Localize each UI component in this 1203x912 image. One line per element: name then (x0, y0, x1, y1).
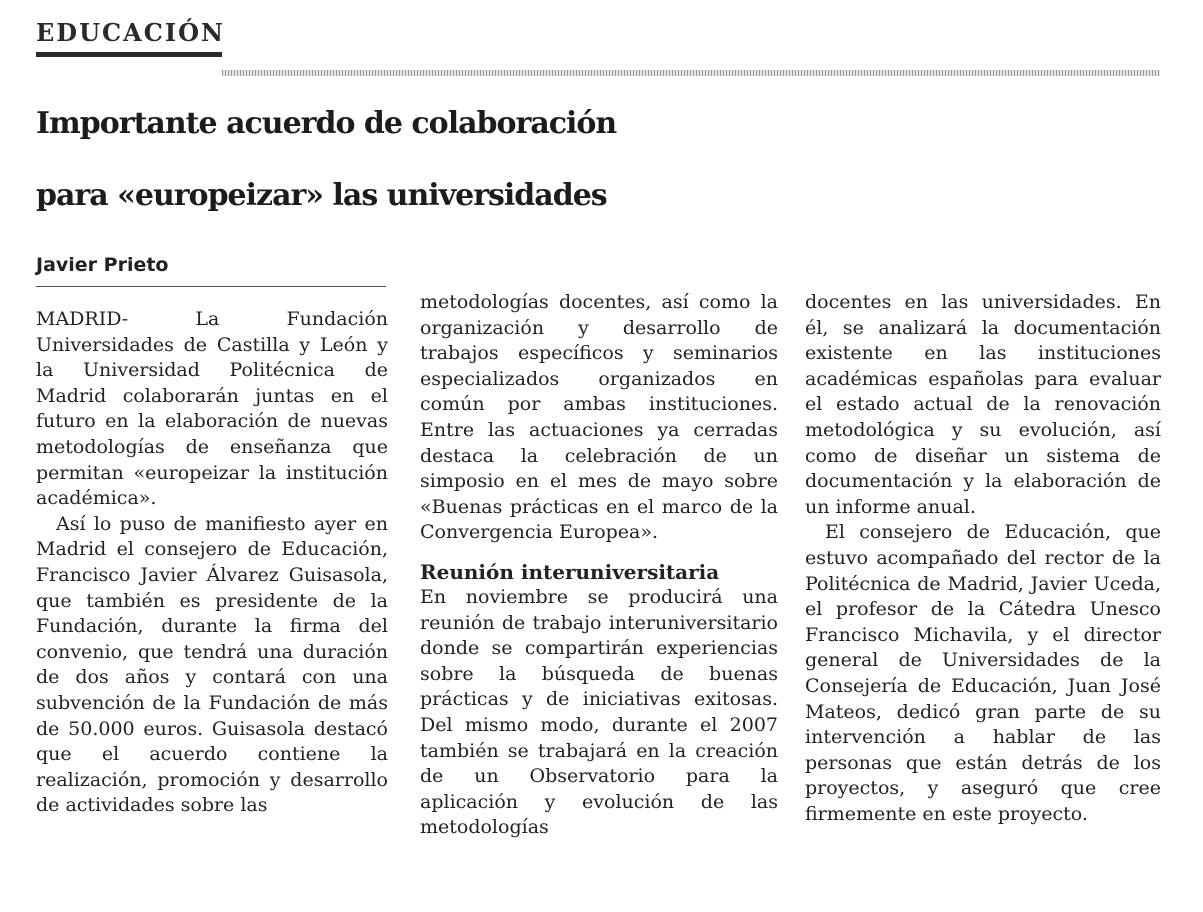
section-underline (36, 52, 222, 57)
byline: Javier Prieto (36, 254, 169, 276)
paragraph-reunion: En noviembre se producirá una reunión de trabajo interuniversitario donde se compartirán experiencias sobre la búsqueda de buenas prácticas y de iniciativas exitosas. Del mismo modo, durante el 2007 también se trabajará en la creación de un Observatorio para la aplicación y evolución de las metodologías (420, 585, 778, 839)
paragraph-intro: MADRID- La Fundación Universidades de Castilla y León y la Universidad Politécnica de Madrid colaborarán juntas en el futuro en la elaboración de nuevas metodologías de enseñanza que permitan «europeizar la institución académica». (36, 308, 388, 510)
paragraph-closing: El consejero de Educación, que estuvo acompañado del rector de la Politécnica de Madrid, Javier Uceda, el profesor de la Cátedra Unesco Francisco Michavila, y el director general de Universidades de la Consejería de Educación, Juan José Mateos, dedicó gran parte de su intervención a hablar de las personas que están detrás de los proyectos, y aseguró que cree firmemente en este proyecto. (805, 521, 1161, 825)
subheading: Reunión interuniversitaria (420, 559, 720, 584)
article-column-2 (420, 290, 778, 841)
article-column-3 (805, 290, 1161, 827)
paragraph-metodologias: metodologías docentes, así como la organización y desarrollo de trabajos específicos y seminarios especializados organizados en común por ambas instituciones. Entre las actuaciones ya cerradas destaca la celebración de un simposio en el mes de mayo sobre «Buenas prácticas en el marco de la Convergencia Europea». (420, 291, 778, 544)
section-rule (222, 70, 1160, 76)
headline-line-1: Importante acuerdo de colaboración (36, 106, 617, 141)
article-column-1 (36, 307, 388, 819)
byline-rule (36, 286, 386, 287)
headline-line-2: para «europeizar» las universidades (36, 178, 607, 213)
paragraph-consejero: Así lo puso de manifiesto ayer en Madrid el consejero de Educación, Francisco Javier Álvarez Guisasola, que también es presidente de la Fundación, durante la firma del convenio, que tendrá una duración de dos años y contará con una subvención de la Fundación de más de 50.000 euros. Guisasola destacó que el acuerdo contiene la realización, promoción y desarrollo de actividades sobre las (36, 512, 388, 817)
headline (36, 88, 1176, 232)
section-label: EDUCACIÓN (36, 18, 225, 47)
paragraph-observatorio: docentes en las universidades. En él, se analizará la documentación existente en las instituciones académicas españolas para evaluar el estado actual de la renovación metodológica y su evolución, así como de diseñar un sistema de documentación y la elaboración de un informe anual. (805, 291, 1161, 518)
